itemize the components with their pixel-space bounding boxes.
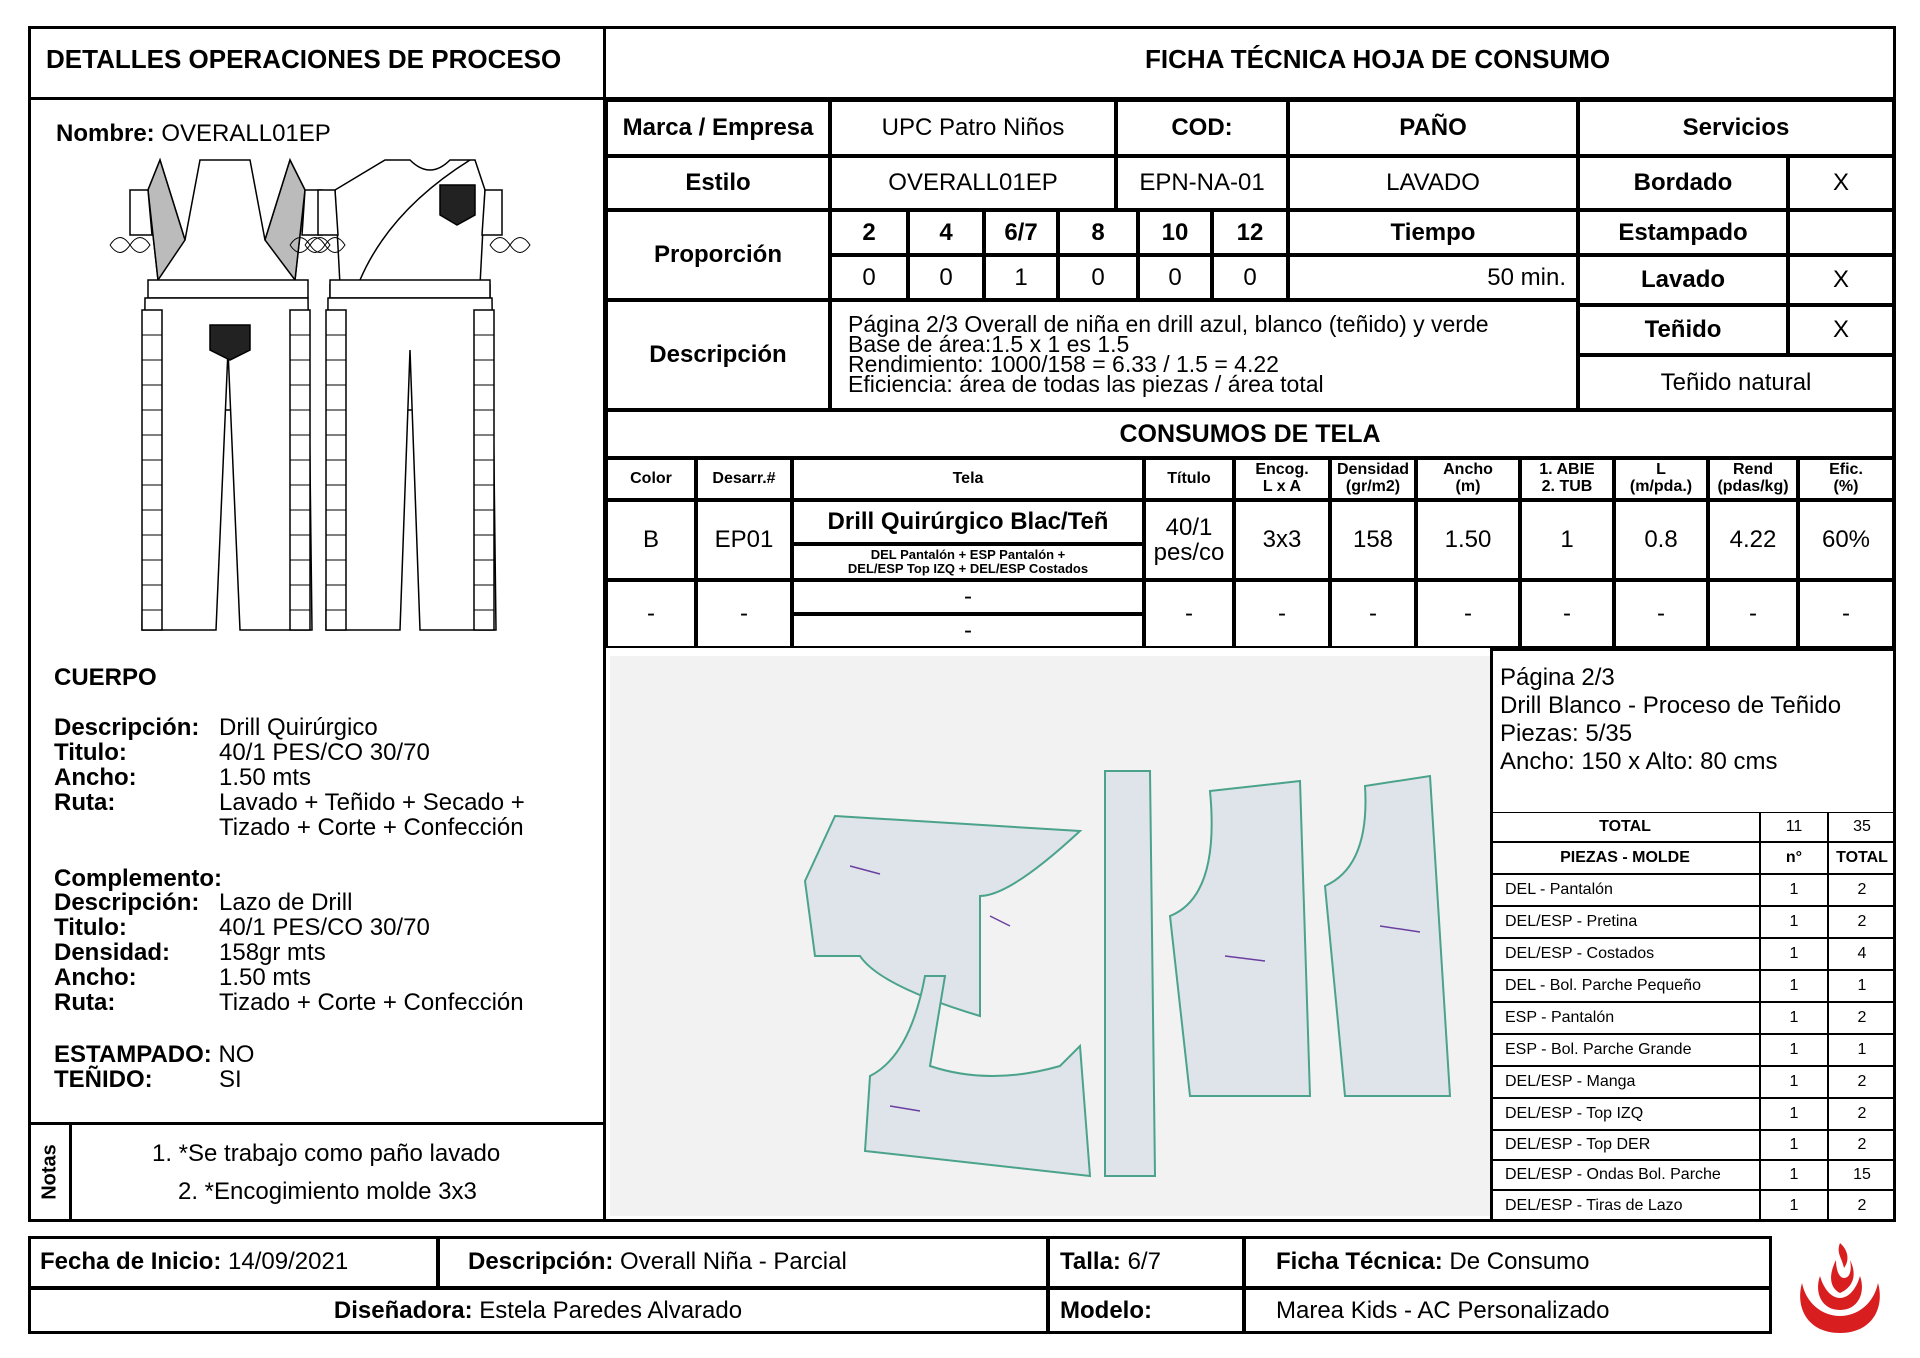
servicio-estampado-mark	[1788, 210, 1894, 255]
row2-rend: -	[1708, 580, 1798, 648]
back-leg-stripe-left	[326, 310, 346, 630]
pieza-name: DEL/ESP - Costados	[1490, 938, 1760, 970]
pieza-n: 1	[1760, 1002, 1828, 1034]
pieza-name: DEL/ESP - Tiras de Lazo	[1490, 1190, 1760, 1222]
pattern-pieces	[610, 656, 1490, 1216]
pieza-total: 4	[1828, 938, 1896, 970]
pieza-name: DEL/ESP - Top DER	[1490, 1130, 1760, 1160]
descripcion-line: Base de área:1.5 x 1 es 1.5	[848, 331, 1130, 357]
cantidad-10: 0	[1138, 255, 1212, 300]
row1-color: B	[606, 500, 696, 580]
servicio-lavado-mark: X	[1788, 255, 1894, 305]
pieza-total: 2	[1828, 1130, 1896, 1160]
nombre-line	[56, 120, 331, 148]
row1-tela: Drill Quirúrgico Blac/Teñ	[792, 500, 1144, 544]
front-sleeve-left	[130, 190, 152, 235]
descripcion-line: Eficiencia: área de todas las piezas / área total	[848, 371, 1324, 397]
pattern-photo	[610, 656, 1490, 1216]
piezas-info-line: Ancho: 150 x Alto: 80 cms	[1500, 748, 1778, 775]
pieza-total: 2	[1828, 1002, 1896, 1034]
tiempo-label: Tiempo	[1288, 210, 1578, 255]
col-encog: Encog. L x A	[1234, 458, 1330, 500]
cuerpo-heading: CUERPO	[54, 664, 157, 691]
piezas-header-pieza: PIEZAS - MOLDE	[1490, 842, 1760, 874]
servicio-bordado-mark: X	[1788, 156, 1894, 210]
pieza-n: 1	[1760, 1066, 1828, 1098]
pieza-n: 1	[1760, 938, 1828, 970]
pano-value: LAVADO	[1288, 156, 1578, 210]
nombre-value: OVERALL01EP	[161, 120, 331, 147]
pieza-name: DEL - Pantalón	[1490, 874, 1760, 906]
cantidad-8: 0	[1058, 255, 1138, 300]
servicio-lavado: Lavado	[1578, 255, 1788, 305]
footer-modelo: Marea Kids - AC Personalizado	[1244, 1288, 1772, 1334]
col-rend: Rend (pdas/kg)	[1708, 458, 1798, 500]
cantidad-6-7: 1	[984, 255, 1058, 300]
pieza-total: 1	[1828, 1034, 1896, 1066]
footer-ficha: Ficha Técnica: De Consumo	[1244, 1236, 1772, 1288]
servicios-label: Servicios	[1578, 100, 1894, 156]
marca-value: UPC Patro Niños	[830, 100, 1116, 156]
piezas-header-n: n°	[1760, 842, 1828, 874]
row2-efic: -	[1798, 580, 1894, 648]
piezas-header-total: TOTAL	[1828, 842, 1896, 874]
complemento-descripcion: Descripción: Lazo de Drill	[54, 889, 353, 916]
nota-1: 1. *Se trabajo como paño lavado	[152, 1140, 501, 1167]
pattern-pantalon-del	[1170, 781, 1310, 1096]
col-desarr: Desarr.#	[696, 458, 792, 500]
consumos-title: CONSUMOS DE TELA	[606, 410, 1894, 458]
pieza-n: 1	[1760, 1160, 1828, 1190]
piezas-info-line: Piezas: 5/35	[1500, 720, 1633, 747]
row1-ancho: 1.50	[1416, 500, 1520, 580]
garment-sketch	[90, 150, 550, 660]
ficha-title: FICHA TÉCNICA HOJA DE CONSUMO	[1145, 44, 1611, 74]
cuerpo-titulo: Titulo: 40/1 PES/CO 30/70	[54, 739, 430, 766]
descripcion-line: Rendimiento: 1000/158 = 6.33 / 1.5 = 4.22	[848, 351, 1279, 377]
back-legs	[326, 298, 496, 630]
servicio-bordado: Bordado	[1578, 156, 1788, 210]
pieza-total: 2	[1828, 1066, 1896, 1098]
cod-value: EPN-NA-01	[1116, 156, 1288, 210]
row1-rend: 4.22	[1708, 500, 1798, 580]
col-ancho: Ancho (m)	[1416, 458, 1520, 500]
cod-label: COD:	[1116, 100, 1288, 156]
pieza-name: DEL - Bol. Parche Pequeño	[1490, 970, 1760, 1002]
descripcion-label: Descripción	[606, 300, 830, 410]
row2-densidad: -	[1330, 580, 1416, 648]
nombre-label: Nombre:	[56, 120, 155, 147]
complemento-ruta: Ruta: Tizado + Corte + Confección	[54, 989, 524, 1016]
row1-abie: 1	[1520, 500, 1614, 580]
pieza-total: 2	[1828, 1190, 1896, 1222]
pieza-name: DEL/ESP - Pretina	[1490, 906, 1760, 938]
row2-tela-b: -	[792, 614, 1144, 648]
pieza-n: 1	[1760, 1098, 1828, 1130]
row1-desarr: EP01	[696, 500, 792, 580]
pieza-n: 1	[1760, 874, 1828, 906]
estilo-value: OVERALL01EP	[830, 156, 1116, 210]
complemento-densidad: Densidad: 158gr mts	[54, 939, 326, 966]
col-color: Color	[606, 458, 696, 500]
tiempo-value: 50 min.	[1288, 255, 1578, 300]
back-leg-stripe-right	[474, 310, 494, 630]
front-bow-left	[110, 238, 150, 253]
row1-tela-sub: DEL Pantalón + ESP Pantalón + DEL/ESP Top IZQ + DEL/ESP Costados	[792, 544, 1144, 580]
pieza-n: 1	[1760, 1034, 1828, 1066]
pieza-total: 2	[1828, 906, 1896, 938]
pieza-total: 2	[1828, 874, 1896, 906]
cantidad-2: 0	[830, 255, 908, 300]
notas-label: Notas	[38, 1144, 61, 1200]
left-title: DETALLES OPERACIONES DE PROCESO	[46, 44, 562, 74]
footer-descripcion: Descripción: Overall Niña - Parcial	[438, 1236, 1048, 1288]
servicio-tenido-mark: X	[1788, 305, 1894, 355]
cantidad-4: 0	[908, 255, 984, 300]
cuerpo-descripcion: Descripción: Drill Quirúrgico	[54, 714, 378, 741]
col-tela: Tela	[792, 458, 1144, 500]
cuerpo-ancho: Ancho: 1.50 mts	[54, 764, 312, 791]
pano-label: PAÑO	[1288, 100, 1578, 156]
pieza-n: 1	[1760, 1130, 1828, 1160]
complemento-ancho: Ancho: 1.50 mts	[54, 964, 312, 991]
col-abie: 1. ABIE 2. TUB	[1520, 458, 1614, 500]
pieza-total: 15	[1828, 1160, 1896, 1190]
piezas-total-n: 11	[1760, 812, 1828, 842]
cuerpo-ruta-2: Tizado + Corte + Confección	[219, 814, 524, 841]
back-waist	[330, 280, 490, 298]
descripcion-line: Página 2/3 Overall de niña en drill azul, blanco (teñido) y verde	[848, 311, 1489, 337]
tenido-natural: Teñido natural	[1578, 355, 1894, 410]
nota-2: 2. *Encogimiento molde 3x3	[178, 1178, 477, 1205]
footer-modelo-label: Modelo:	[1048, 1288, 1244, 1334]
talla-8: 8	[1058, 210, 1138, 255]
pattern-costado	[1105, 771, 1155, 1176]
row2-ancho: -	[1416, 580, 1520, 648]
pieza-name: DEL/ESP - Ondas Bol. Parche	[1490, 1160, 1760, 1190]
row1-efic: 60%	[1798, 500, 1894, 580]
back-bow-right	[490, 238, 530, 253]
pattern-pantalon-esp	[1325, 776, 1450, 1096]
front-waist	[148, 280, 308, 298]
pieza-name: DEL/ESP - Manga	[1490, 1066, 1760, 1098]
piezas-info-line: Página 2/3	[1500, 664, 1615, 691]
row2-abie: -	[1520, 580, 1614, 648]
pieza-name: ESP - Pantalón	[1490, 1002, 1760, 1034]
footer-disenadora: Diseñadora: Estela Paredes Alvarado	[28, 1288, 1048, 1334]
piezas-info	[1500, 664, 1841, 776]
piezas-total-label: TOTAL	[1490, 812, 1760, 842]
row2-titulo: -	[1144, 580, 1234, 648]
pieza-name: DEL/ESP - Top IZQ	[1490, 1098, 1760, 1130]
row2-color: -	[606, 580, 696, 648]
pieza-total: 1	[1828, 970, 1896, 1002]
footer-fecha: Fecha de Inicio: 14/09/2021	[28, 1236, 438, 1288]
col-titulo: Título	[1144, 458, 1234, 500]
piezas-total-total: 35	[1828, 812, 1896, 842]
talla-4: 4	[908, 210, 984, 255]
pieza-n: 1	[1760, 1190, 1828, 1222]
servicio-tenido: Teñido	[1578, 305, 1788, 355]
servicio-estampado: Estampado	[1578, 210, 1788, 255]
descripcion-text	[848, 311, 1489, 397]
row2-encog: -	[1234, 580, 1330, 648]
complemento-heading: Complemento:	[54, 865, 222, 892]
upc-logo-icon	[1790, 1238, 1890, 1338]
notas-box	[28, 1122, 606, 1222]
piezas-info-line: Drill Blanco - Proceso de Teñido	[1500, 692, 1842, 719]
row2-l: -	[1614, 580, 1708, 648]
col-densidad: Densidad (gr/m2)	[1330, 458, 1416, 500]
cantidad-12: 0	[1212, 255, 1288, 300]
talla-6-7: 6/7	[984, 210, 1058, 255]
row1-l: 0.8	[1614, 500, 1708, 580]
talla-10: 10	[1138, 210, 1212, 255]
col-l: L (m/pda.)	[1614, 458, 1708, 500]
estilo-label: Estilo	[606, 156, 830, 210]
pieza-name: ESP - Bol. Parche Grande	[1490, 1034, 1760, 1066]
estampado-line: ESTAMPADO: NO	[54, 1041, 255, 1068]
talla-12: 12	[1212, 210, 1288, 255]
complemento-titulo: Titulo: 40/1 PES/CO 30/70	[54, 914, 430, 941]
pieza-n: 1	[1760, 970, 1828, 1002]
proporcion-label: Proporción	[606, 210, 830, 300]
back-sleeve-right	[482, 190, 502, 235]
front-leg-stripe-right	[290, 310, 310, 630]
pieza-n: 1	[1760, 906, 1828, 938]
footer-talla: Talla: 6/7	[1048, 1236, 1244, 1288]
talla-2: 2	[830, 210, 908, 255]
row2-tela-a: -	[792, 580, 1144, 614]
col-efic: Efic. (%)	[1798, 458, 1894, 500]
cuerpo-ruta: Ruta: Lavado + Teñido + Secado +	[54, 789, 525, 816]
marca-label: Marca / Empresa	[606, 100, 830, 156]
row1-encog: 3x3	[1234, 500, 1330, 580]
front-leg-stripe-left	[142, 310, 162, 630]
pieza-total: 2	[1828, 1098, 1896, 1130]
row2-desarr: -	[696, 580, 792, 648]
back-sleeve-left	[318, 190, 338, 235]
row1-titulo: 40/1 pes/co	[1144, 500, 1234, 580]
tenido-line: TEÑIDO: SI	[54, 1066, 242, 1093]
row1-densidad: 158	[1330, 500, 1416, 580]
